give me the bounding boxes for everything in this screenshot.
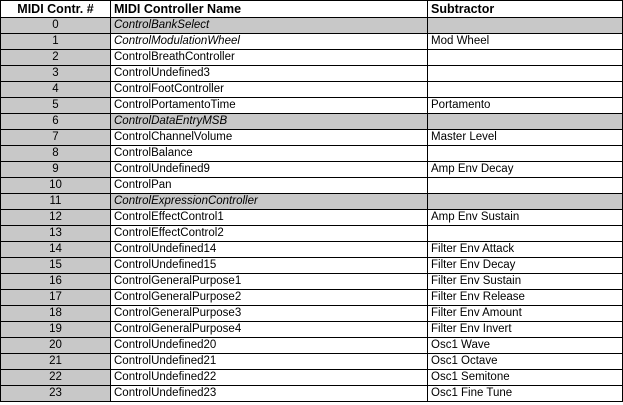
midi-number-cell: 15 (1, 258, 111, 274)
subtractor-cell: Filter Env Amount (428, 306, 623, 322)
table-row (1, 370, 623, 386)
controller-name-cell: ControlPortamentoTime (111, 98, 428, 114)
subtractor-cell (428, 194, 623, 210)
table-row (1, 226, 623, 242)
table-row (1, 34, 623, 50)
table-row (1, 290, 623, 306)
controller-name-cell: ControlUndefined22 (111, 370, 428, 386)
subtractor-cell: Amp Env Decay (428, 162, 623, 178)
subtractor-cell: Osc1 Octave (428, 354, 623, 370)
subtractor-cell: Amp Env Sustain (428, 210, 623, 226)
table-row (1, 50, 623, 66)
midi-number-cell: 10 (1, 178, 111, 194)
table-row (1, 242, 623, 258)
controller-name-cell: ControlFootController (111, 82, 428, 98)
controller-name-cell: ControlEffectControl2 (111, 226, 428, 242)
midi-number-cell: 17 (1, 290, 111, 306)
table-row (1, 354, 623, 370)
midi-number-cell: 8 (1, 146, 111, 162)
header-row (1, 1, 623, 18)
header-midi-number: MIDI Contr. # (1, 1, 111, 18)
subtractor-cell: Filter Env Sustain (428, 274, 623, 290)
subtractor-cell: Filter Env Release (428, 290, 623, 306)
controller-name-cell: ControlUndefined14 (111, 242, 428, 258)
subtractor-cell (428, 178, 623, 194)
midi-number-cell: 16 (1, 274, 111, 290)
subtractor-cell: Osc1 Semitone (428, 370, 623, 386)
table-row (1, 130, 623, 146)
midi-number-cell: 6 (1, 114, 111, 130)
table-row (1, 322, 623, 338)
table-row (1, 82, 623, 98)
midi-number-cell: 12 (1, 210, 111, 226)
header-controller-name: MIDI Controller Name (111, 1, 428, 18)
table-row (1, 162, 623, 178)
controller-name-cell: ControlUndefined3 (111, 66, 428, 82)
subtractor-cell (428, 82, 623, 98)
midi-number-cell: 3 (1, 66, 111, 82)
table-body (1, 18, 623, 402)
table-row (1, 338, 623, 354)
subtractor-cell (428, 114, 623, 130)
midi-number-cell: 4 (1, 82, 111, 98)
subtractor-cell: Filter Env Attack (428, 242, 623, 258)
table-row (1, 98, 623, 114)
subtractor-cell (428, 66, 623, 82)
header-subtractor: Subtractor (428, 1, 623, 18)
subtractor-cell (428, 146, 623, 162)
controller-name-cell: ControlBreathController (111, 50, 428, 66)
midi-number-cell: 20 (1, 338, 111, 354)
controller-name-cell: ControlGeneralPurpose3 (111, 306, 428, 322)
subtractor-cell (428, 226, 623, 242)
subtractor-cell: Osc1 Wave (428, 338, 623, 354)
subtractor-cell: Master Level (428, 130, 623, 146)
controller-name-cell: ControlBankSelect (111, 18, 428, 34)
controller-name-cell: ControlGeneralPurpose4 (111, 322, 428, 338)
table-row (1, 274, 623, 290)
midi-number-cell: 11 (1, 194, 111, 210)
subtractor-cell: Portamento (428, 98, 623, 114)
table-row (1, 258, 623, 274)
table-row (1, 194, 623, 210)
table-row (1, 146, 623, 162)
midi-number-cell: 13 (1, 226, 111, 242)
midi-number-cell: 21 (1, 354, 111, 370)
controller-name-cell: ControlChannelVolume (111, 130, 428, 146)
controller-name-cell: ControlEffectControl1 (111, 210, 428, 226)
midi-number-cell: 14 (1, 242, 111, 258)
subtractor-cell: Osc1 Fine Tune (428, 386, 623, 402)
subtractor-cell (428, 50, 623, 66)
controller-name-cell: ControlUndefined21 (111, 354, 428, 370)
controller-name-cell: ControlModulationWheel (111, 34, 428, 50)
controller-name-cell: ControlGeneralPurpose1 (111, 274, 428, 290)
subtractor-cell: Mod Wheel (428, 34, 623, 50)
controller-name-cell: ControlPan (111, 178, 428, 194)
midi-number-cell: 9 (1, 162, 111, 178)
controller-name-cell: ControlExpressionController (111, 194, 428, 210)
controller-name-cell: ControlUndefined15 (111, 258, 428, 274)
midi-number-cell: 22 (1, 370, 111, 386)
table-row (1, 114, 623, 130)
midi-number-cell: 23 (1, 386, 111, 402)
midi-number-cell: 2 (1, 50, 111, 66)
subtractor-cell: Filter Env Decay (428, 258, 623, 274)
controller-name-cell: ControlUndefined20 (111, 338, 428, 354)
midi-number-cell: 5 (1, 98, 111, 114)
subtractor-cell: Filter Env Invert (428, 322, 623, 338)
midi-number-cell: 19 (1, 322, 111, 338)
subtractor-cell (428, 18, 623, 34)
midi-number-cell: 18 (1, 306, 111, 322)
table-row (1, 66, 623, 82)
controller-name-cell: ControlDataEntryMSB (111, 114, 428, 130)
table-row (1, 386, 623, 402)
table-row (1, 18, 623, 34)
table-row (1, 210, 623, 226)
controller-name-cell: ControlUndefined9 (111, 162, 428, 178)
controller-name-cell: ControlBalance (111, 146, 428, 162)
midi-number-cell: 7 (1, 130, 111, 146)
table-row (1, 178, 623, 194)
midi-number-cell: 0 (1, 18, 111, 34)
controller-name-cell: ControlUndefined23 (111, 386, 428, 402)
table-row (1, 306, 623, 322)
midi-number-cell: 1 (1, 34, 111, 50)
controller-name-cell: ControlGeneralPurpose2 (111, 290, 428, 306)
